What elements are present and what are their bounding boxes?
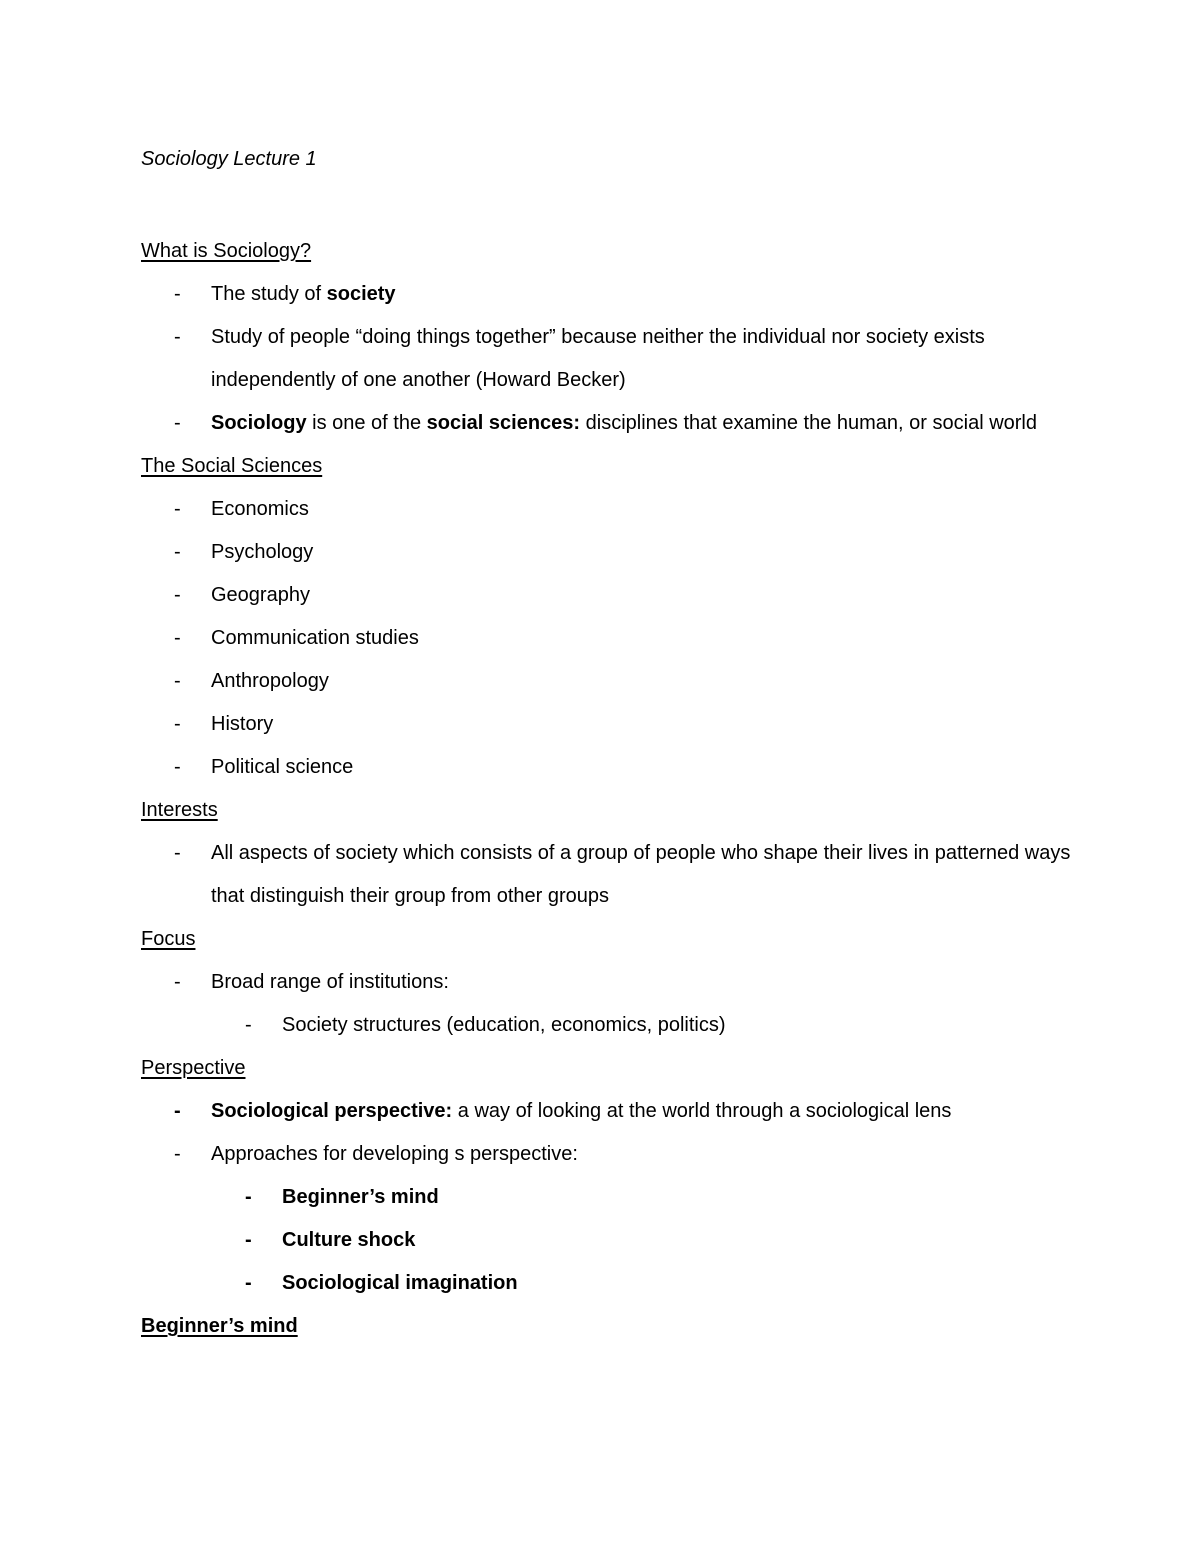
item-text: disciplines that examine the human, or social world — [580, 412, 1037, 434]
item-text: Psychology — [211, 541, 314, 563]
bullet-dash: - — [245, 1186, 252, 1208]
bullet-dash: - — [174, 627, 181, 649]
item-text: Political science — [211, 756, 354, 778]
list-perspective — [141, 1090, 1071, 1305]
list-item — [141, 1090, 1071, 1133]
list-item — [141, 703, 1071, 746]
item-text: Economics — [211, 498, 309, 520]
item-bold-text: Culture shock — [282, 1229, 416, 1251]
item-text: a way of looking at the world through a sociological lens — [452, 1100, 952, 1122]
document-title: Sociology Lecture 1 — [141, 148, 317, 170]
list-item — [141, 316, 1071, 402]
item-text: Study of people “doing things together” because neither the individual nor society exists independently of one another (Howard Becker) — [211, 326, 985, 391]
bullet-dash: - — [174, 1143, 181, 1165]
item-bold-text: Sociology — [211, 412, 307, 434]
list-item — [141, 617, 1071, 660]
heading-beginners-mind: Beginner’s mind — [141, 1315, 298, 1337]
item-text: Broad range of institutions: — [211, 971, 449, 993]
item-text: Geography — [211, 584, 310, 606]
bullet-dash: - — [174, 756, 181, 778]
item-text: is one of the — [306, 412, 427, 434]
list-item — [141, 660, 1071, 703]
list-subitem — [141, 1219, 1071, 1262]
bullet-dash: - — [174, 1100, 181, 1122]
list-focus — [141, 961, 1071, 1047]
document-page — [141, 144, 1071, 1348]
bullet-dash: - — [174, 842, 181, 864]
bullet-dash: - — [174, 541, 181, 563]
item-bold-text: Beginner’s mind — [282, 1186, 439, 1208]
list-item — [141, 832, 1071, 918]
list-subitem — [141, 1262, 1071, 1305]
list-item — [141, 531, 1071, 574]
list-item — [141, 574, 1071, 617]
list-subitem — [141, 1004, 1071, 1047]
list-item — [141, 1133, 1071, 1176]
heading-perspective: Perspective — [141, 1057, 246, 1079]
item-text: All aspects of society which consists of a group of people who shape their lives in patterned ways that distinguish their group from other groups — [211, 842, 1071, 907]
bullet-dash: - — [174, 971, 181, 993]
item-bold-text: society — [326, 283, 396, 305]
list-item — [141, 746, 1071, 789]
item-bold-text: social sciences: — [426, 412, 581, 434]
item-text: Approaches for developing s perspective: — [211, 1143, 578, 1165]
bullet-dash: - — [174, 412, 181, 434]
item-bold-text: Sociological perspective: — [211, 1100, 453, 1122]
bullet-dash: - — [174, 713, 181, 735]
heading-focus: Focus — [141, 928, 196, 950]
list-item — [141, 402, 1071, 445]
item-bold-text: Sociological imagination — [282, 1272, 518, 1294]
list-item — [141, 488, 1071, 531]
item-text: History — [211, 713, 274, 735]
heading-social-sciences: The Social Sciences — [141, 455, 323, 477]
bullet-dash: - — [174, 670, 181, 692]
heading-interests: Interests — [141, 799, 218, 821]
item-text: The study of — [211, 283, 327, 305]
item-text: Anthropology — [211, 670, 329, 692]
item-text: Communication studies — [211, 627, 419, 649]
item-text: Society structures (education, economics, politics) — [282, 1014, 726, 1036]
bullet-dash: - — [245, 1014, 252, 1036]
list-what-is-sociology — [141, 273, 1071, 445]
list-social-sciences — [141, 488, 1071, 789]
bullet-dash: - — [174, 498, 181, 520]
bullet-dash: - — [245, 1229, 252, 1251]
bullet-dash: - — [174, 283, 181, 305]
list-item — [141, 961, 1071, 1004]
list-subitem — [141, 1176, 1071, 1219]
bullet-dash: - — [245, 1272, 252, 1294]
list-item — [141, 273, 1071, 316]
heading-what-is-sociology: What is Sociology? — [141, 240, 312, 262]
bullet-dash: - — [174, 584, 181, 606]
list-interests — [141, 832, 1071, 918]
bullet-dash: - — [174, 326, 181, 348]
